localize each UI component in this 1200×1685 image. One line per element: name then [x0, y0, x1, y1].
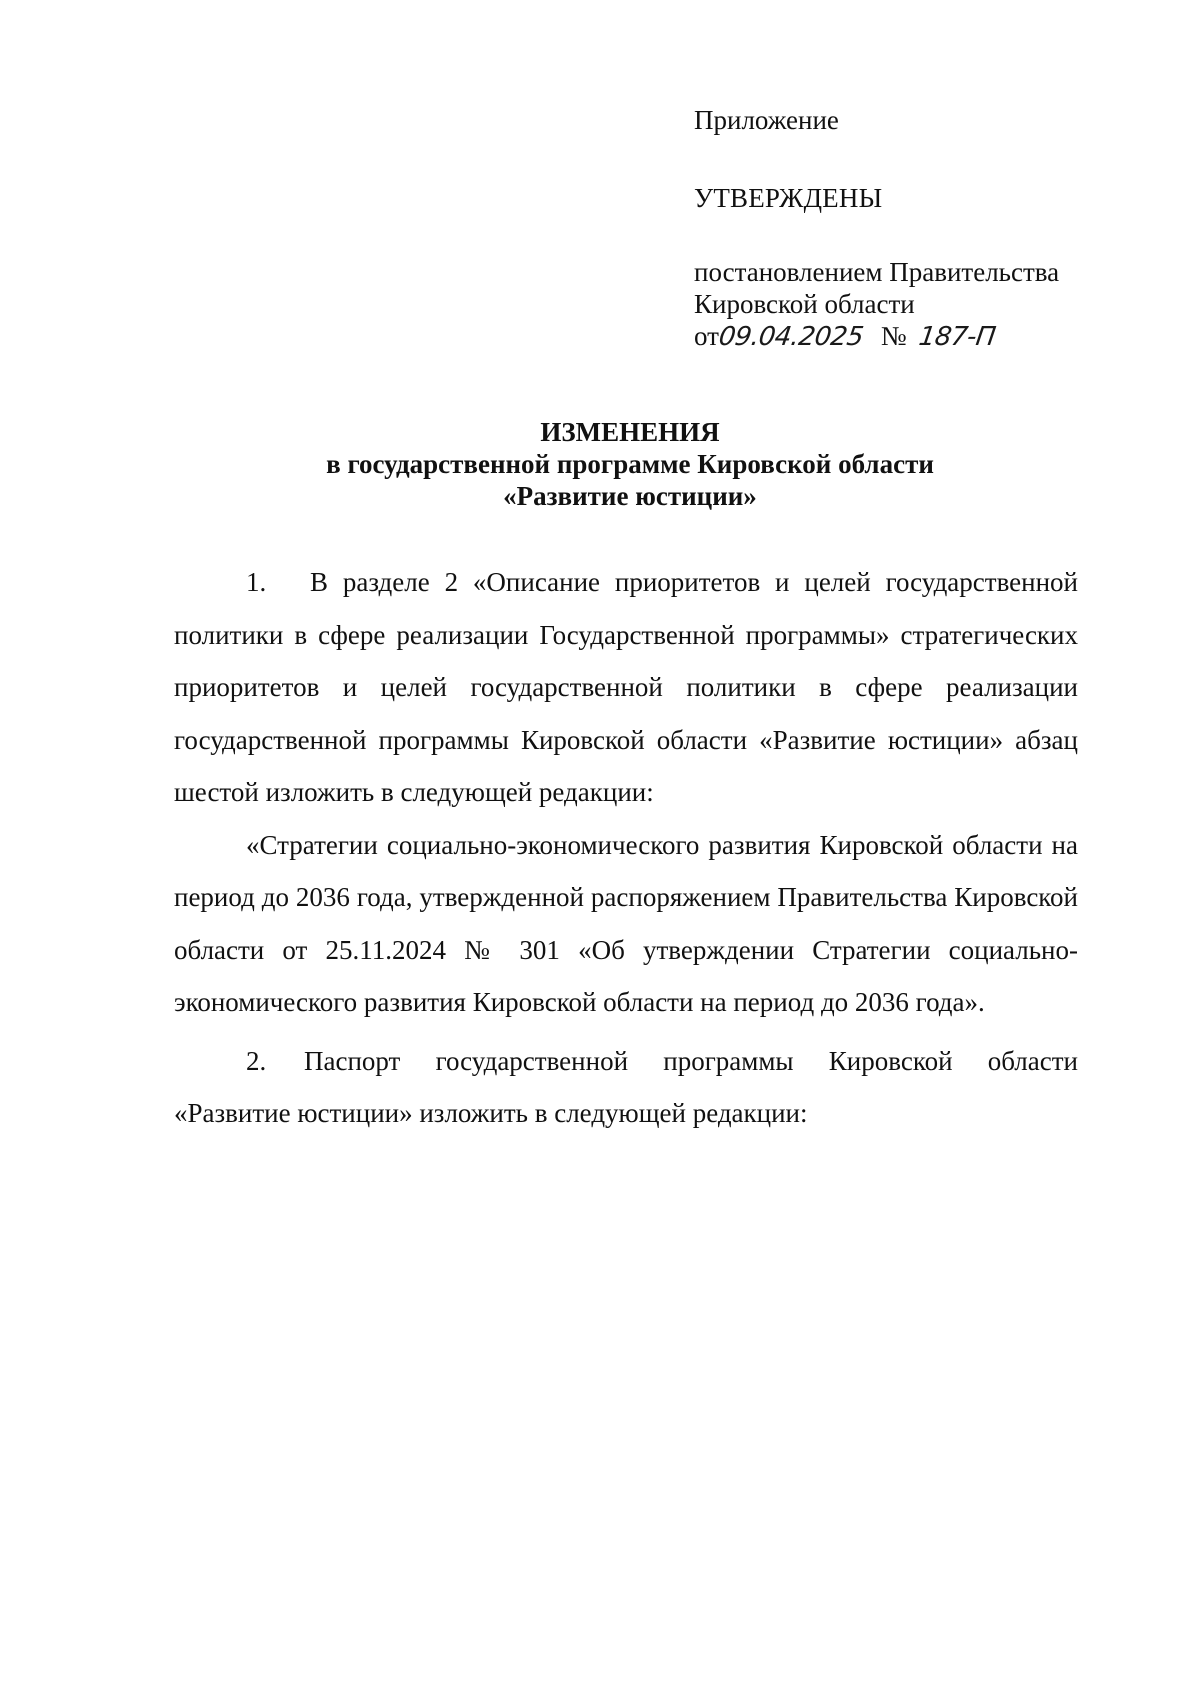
number-sign: №	[880, 321, 907, 351]
heading-subtitle: в государственной программе Кировской области	[326, 449, 934, 479]
paragraph-number: 2.	[246, 1045, 267, 1076]
paragraph-2	[174, 1035, 1078, 1140]
date-prefix: от	[694, 321, 719, 351]
heading-program-name: «Развитие юстиции»	[503, 481, 757, 511]
paragraph-text: В разделе 2 «Описание приоритетов и целей государственной политики в сфере реализации Государственной программы» стратегических приоритетов и целей государственной политики в сфере реализации государственной программы Кировской области «Развитие юстиции» абзац шестой изложить в следующей редакции:	[174, 567, 1078, 807]
handwritten-number: 187-П	[916, 322, 997, 352]
approved-label: УТВЕРЖДЕНЫ	[694, 183, 883, 213]
paragraph-number: 1.	[246, 567, 267, 597]
decree-line-1: постановлением Правительства	[694, 257, 1060, 287]
approval-block	[694, 104, 1114, 353]
decree-date-line	[694, 320, 1114, 353]
appendix-label: Приложение	[694, 105, 839, 135]
paragraph-quote	[174, 819, 1078, 1029]
handwritten-date: 09.04.2025	[716, 322, 865, 352]
decree-line-2: Кировской области	[694, 289, 915, 319]
heading-title: ИЗМЕНЕНИЯ	[540, 417, 720, 447]
paragraph-1	[174, 556, 1078, 819]
document-heading	[0, 416, 1200, 512]
paragraph-text: «Стратегии социально-экономического развития Кировской области на период до 2036 года, утвержденной распоряжением Правительства Кировской области от 25.11.2024 № 301 «Об утверждении Стратегии социально-экономического развития Кировской области на период до 2036 года».	[174, 829, 1078, 1017]
document-body	[174, 556, 1078, 1140]
paragraph-text: Паспорт государственной программы Кировской области «Развитие юстиции» изложить в следующей редакции:	[174, 1045, 1078, 1128]
